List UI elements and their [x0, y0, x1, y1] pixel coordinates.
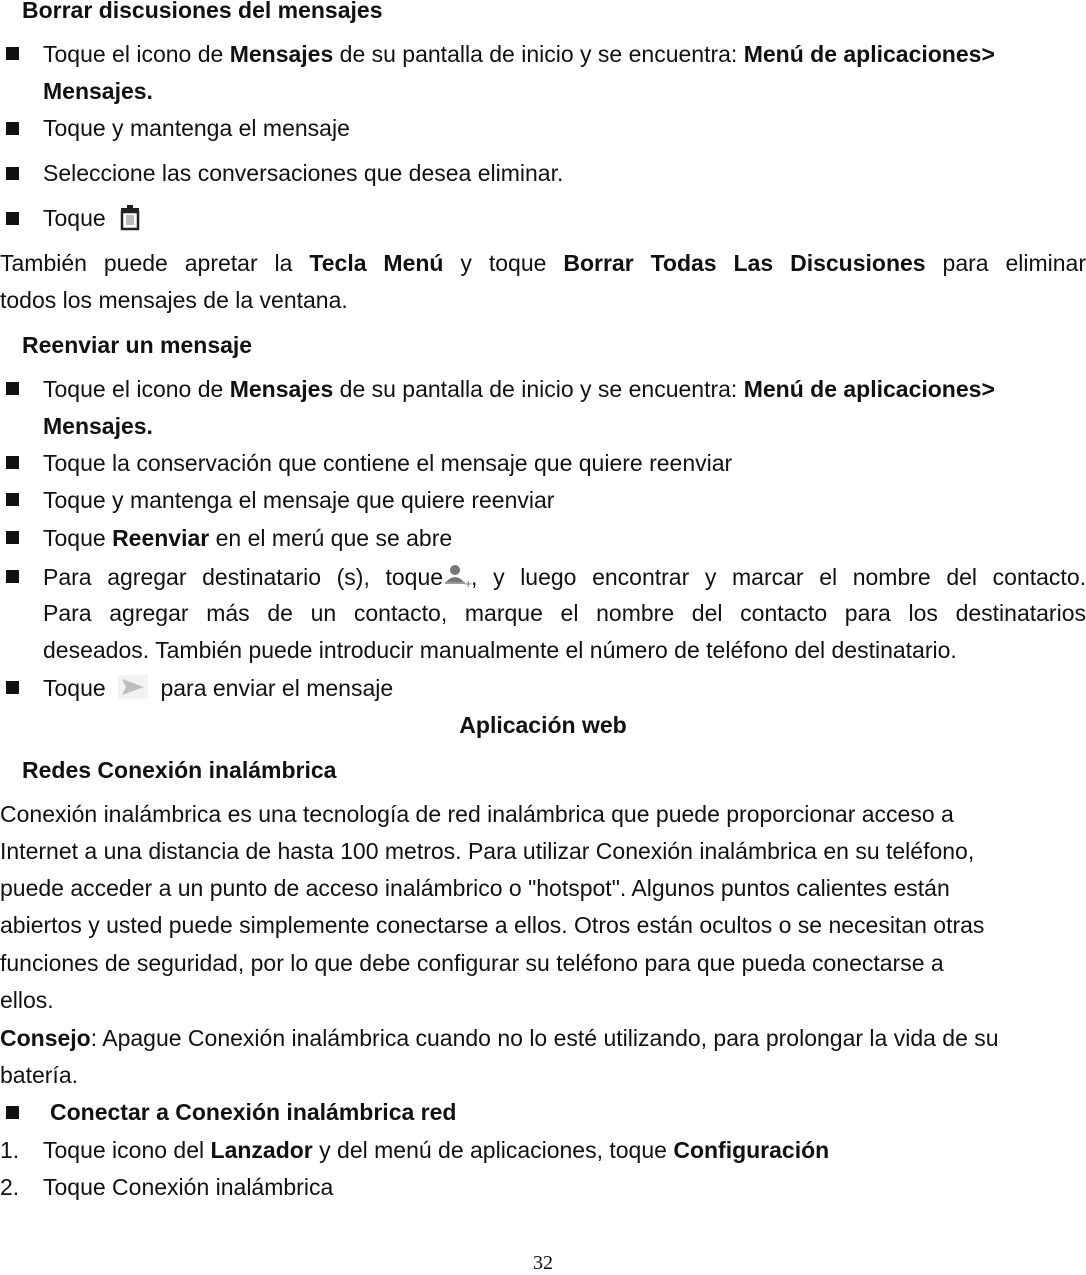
bullet-marker	[6, 456, 19, 469]
paragraph-line: Toque para enviar el mensaje	[43, 674, 393, 705]
section-heading-borrar: Borrar discusiones del mensajes	[22, 0, 383, 23]
paragraph-line: Toque y mantenga el mensaje que quiere reenviar	[43, 487, 555, 513]
paragraph-line: ellos.	[0, 987, 54, 1013]
section-title-aplicacion-web: Aplicación web	[459, 712, 627, 738]
bullet-marker	[6, 122, 19, 135]
paragraph-line: deseados. También puede introducir manualmente el número de teléfono del destinatario.	[43, 637, 957, 663]
paragraph-line: Para agregar más de un contacto, marque el nombre del contacto para los destinatarios	[43, 600, 1086, 626]
paragraph-line: batería.	[0, 1062, 78, 1088]
section-heading-reenviar: Reenviar un mensaje	[22, 332, 253, 358]
paragraph-line: todos los mensajes de la ventana.	[0, 287, 348, 313]
add-contact-icon	[443, 564, 471, 594]
tip-line: Consejo: Apague Conexión inalámbrica cuando no lo esté utilizando, para prolongar la vida de su	[0, 1025, 999, 1051]
paragraph-line: Toque Reenviar en el merú que se abre	[43, 525, 453, 551]
paragraph-line: abiertos y usted puede simplemente conectarse a ellos. Otros están ocultos o se necesitan otras	[0, 912, 985, 938]
bullet-marker	[6, 531, 19, 544]
paragraph-line: Seleccione las conversaciones que desea eliminar.	[43, 160, 564, 186]
paragraph-line: Toque el icono de Mensajes de su pantalla de inicio y se encuentra: Menú de aplicaciones>	[43, 41, 995, 67]
bullet-marker	[6, 47, 19, 60]
paragraph-line: Mensajes.	[43, 78, 153, 104]
bullet-marker	[6, 493, 19, 506]
paragraph-line: Toque y mantenga el mensaje	[43, 115, 350, 141]
paragraph-line: Internet a una distancia de hasta 100 metros. Para utilizar Conexión inalámbrica en su teléfono,	[0, 838, 975, 864]
section-heading-redes: Redes Conexión inalámbrica	[22, 757, 337, 783]
send-icon	[118, 675, 148, 705]
document-page: Borrar discusiones del mensajes Toque el icono de Mensajes de su pantalla de inicio y se encuentra: Menú de aplicaciones> Mensajes. Toque y mantenga el mensaje Seleccione las conversaciones que desea eliminar. Toque También puede apretar la Tecla Menú y toque Borrar Todas Las Discusiones para eliminar todos los mensajes de la ventana. Reenviar un mensaje Toque el icono de Mensajes de su pantalla de inicio y se encuentra: Menú de aplicaciones> Mensajes. Toque la conservación que contiene el mensaje que quiere reenviar Toque y mantenga el mensaje que quiere reenviar Toque Reenviar en el merú que se abre Para agregar destinatario (s), toque + , y luego encontrar y marcar el nombre del contacto. Para agregar más de un contacto, marque el nombre del contacto para los destinatarios deseados. También puede introducir manualmente el número de teléfono del destinatario. Toque para enviar el mensaje Aplicación web Redes Conexión inalámbrica Conexión inalámbrica es una tecnología de red inalámbrica que puede proporcionar acceso a Internet a una distancia de hasta 100 metros. Para utilizar Conexión inalámbrica en su teléfono, puede acceder a un punto de acceso inalámbrico o "hotspot". Algunos puntos calientes están abiertos y usted puede simplemente conectarse a ellos. Otros están ocultos o se necesitan otras funciones de seguridad, por lo que debe configurar su teléfono para que pueda conectarse a ellos. Consejo: Apague Conexión inalámbrica cuando no lo esté utilizando, para prolongar la vida de su batería. Conectar a Conexión inalámbrica red 1. Toque icono del Lanzador y del menú de aplicaciones, toque Configuración 2. Toque Conexión inalámbrica 32	[0, 0, 1086, 1273]
bullet-marker	[6, 167, 19, 180]
trash-icon	[118, 204, 142, 236]
bullet-marker	[6, 681, 19, 694]
subsection-heading-conectar: Conectar a Conexión inalámbrica red	[50, 1099, 457, 1125]
bullet-marker	[6, 212, 19, 225]
paragraph-line: Toque la conservación que contiene el mensaje que quiere reenviar	[43, 450, 733, 476]
paragraph-line: Toque el icono de Mensajes de su pantalla de inicio y se encuentra: Menú de aplicaciones>	[43, 376, 995, 402]
bullet-marker	[6, 382, 19, 395]
bullet-marker	[6, 570, 19, 583]
paragraph-line: puede acceder a un punto de acceso inalámbrico o "hotspot". Algunos puntos calientes están	[0, 875, 950, 901]
bullet-marker	[6, 1106, 19, 1119]
paragraph-line: Para agregar destinatario (s), toque + , y luego encontrar y marcar el nombre del contacto.	[43, 563, 1086, 594]
paragraph-line: Mensajes.	[43, 413, 153, 439]
paragraph-line: También puede apretar la Tecla Menú y toque Borrar Todas Las Discusiones para eliminar	[0, 250, 1086, 276]
paragraph-line: Conexión inalámbrica es una tecnología de red inalámbrica que puede proporcionar acceso a	[0, 801, 954, 827]
paragraph-line: Toque	[43, 204, 142, 236]
svg-text:+: +	[464, 578, 473, 590]
page-number: 32	[533, 1252, 553, 1274]
paragraph-line: funciones de seguridad, por lo que debe configurar su teléfono para que pueda conectarse a	[0, 950, 944, 976]
